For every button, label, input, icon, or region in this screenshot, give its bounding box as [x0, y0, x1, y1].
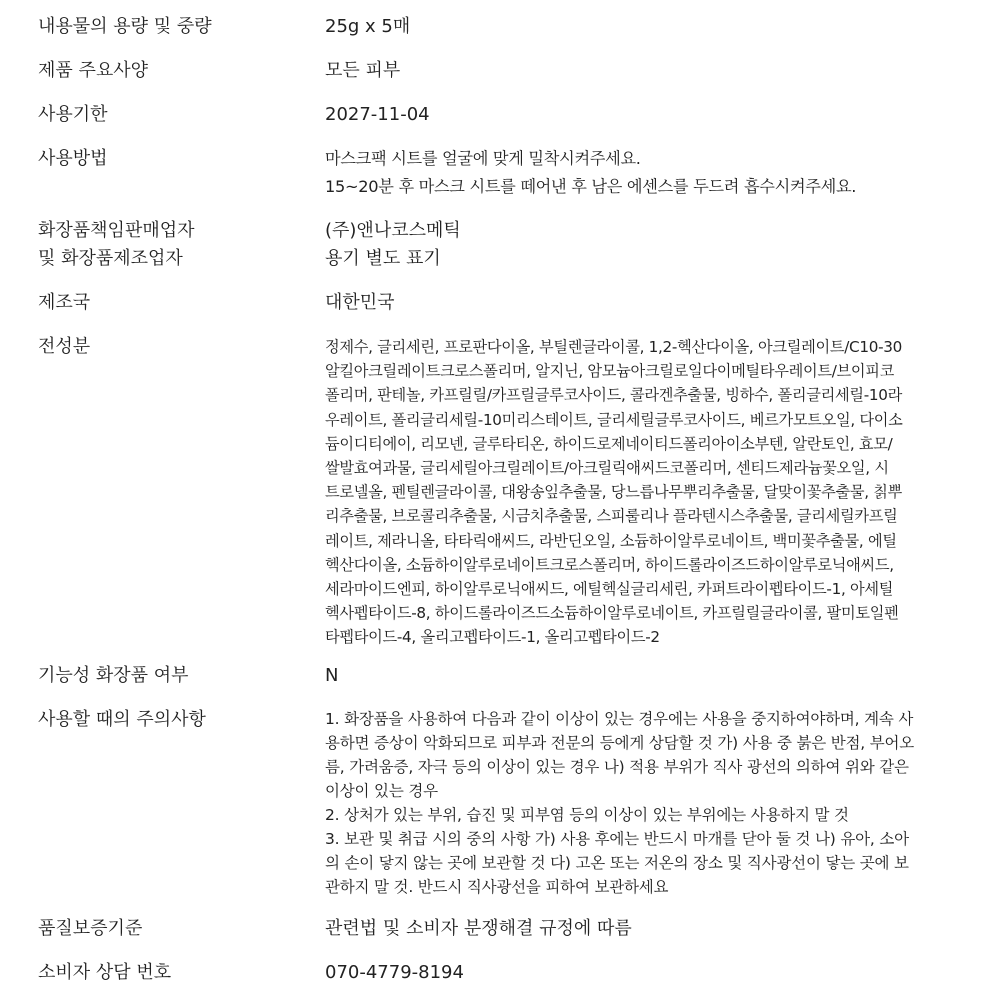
row-label: 품질보증기준 [38, 918, 143, 939]
row-label: 사용방법 [38, 148, 108, 169]
row-label: 소비자 상담 번호 [38, 962, 172, 983]
row-value: 25g x 5매 [325, 16, 411, 37]
row-label: 사용기한 [38, 104, 108, 125]
row-value: 관련법 및 소비자 분쟁해결 규정에 따름 [325, 918, 632, 939]
row-value: N [325, 665, 339, 686]
row-label: 내용물의 용량 및 중량 [38, 16, 212, 37]
row-value: 대한민국 [325, 292, 395, 313]
row-value: 070-4779-8194 [325, 962, 464, 983]
row-value: 모든 피부 [325, 60, 401, 81]
row-label: 전성분 [38, 336, 91, 357]
row-value: 2027-11-04 [325, 104, 430, 125]
row-value: (주)앤나코스메틱 용기 별도 표기 [325, 220, 461, 269]
row-label: 화장품책임판매업자 및 화장품제조업자 [38, 220, 195, 269]
row-label: 제조국 [38, 292, 91, 313]
row-label: 사용할 때의 주의사항 [38, 709, 206, 730]
row-value: 정제수, 글리세린, 프로판다이올, 부틸렌글라이콜, 1,2-헥산다이올, 아크릴레이트/C10-30 알킬아크릴레이트크로스폴리머, 알지닌, 암모늄아크릴로일다이메틸타우레이트/브이피코 폴리머, 판테놀, 카프릴릴/카프릴글루코사이드, 콜라겐추출물, 빙하수, 폴리글리세릴-10라 우레이트, 폴리글리세릴-10미리스테이트, 글리세릴글루코사이드, 베르가모트오일, 다이소 듐이디티에이, 리모넨, 글루타티온, 하이드로제네이티드폴리아이소부텐, 알란토인, 효모/ 쌀발효여과물, 글리세릴아크릴레이트/아크릴릭애씨드코폴리머, 센티드제라늄꽃오일, 시 트로넬올, 펜틸렌글라이콜, 대왕송잎추출물, 당느릅나무뿌리추출물, 달맞이꽃추출물, 칡뿌 리추출물, 브로콜리추출물, 시금치추출물, 스피룰리나 플라텐시스추출물, 글리세릴카프릴 레이트, 제라니올, 타타릭애씨드, 라반딘오일, 소듐하이알루로네이트, 백미꽃추출물, 에틸 헥산다이올, 소듐하이알루로네이트크로스폴리머, 하이드롤라이즈드하이알루로닉애씨드, 세라마이드엔피, 하이알루로닉애씨드, 에틸헥실글리세린, 카퍼트라이펩타이드-1, 아세틸 헥사펩타이드-8, 하이드롤라이즈드소듐하이알루로네이트, 카프릴릴글라이콜, 팔미토일펜 타펩타이드-4, 올리고펩타이드-1, 올리고펩타이드-2 [325, 338, 903, 647]
row-label: 제품 주요사양 [38, 60, 149, 81]
row-value: 1. 화장품을 사용하여 다음과 같이 이상이 있는 경우에는 사용을 중지하여야하며, 계속 사 용하면 증상이 악화되므로 피부과 전문의 등에게 상담할 것 가) 사용 중 붉은 반점, 부어오 름, 가려움증, 자극 등의 이상이 있는 경우 나) 적용 부위가 직사 광선의 의하여 위와 같은 이상이 있는 경우 2. 상처가 있는 부위, 습진 및 피부염 등의 이상이 있는 부위에는 사용하지 말 것 3. 보관 및 취급 시의 중의 사항 가) 사용 후에는 반드시 마개를 닫아 둘 것 나) 유아, 소아 의 손이 닿지 않는 곳에 보관할 것 다) 고온 또는 저온의 장소 및 직사광선이 닿는 곳에 보 관하지 말 것. 반드시 직사광선을 피하여 보관하세요 [325, 710, 915, 896]
row-value: 마스크팩 시트를 얼굴에 맞게 밀착시켜주세요. 15~20분 후 마스크 시트를 떼어낸 후 남은 에센스를 두드려 흡수시켜주세요. [325, 149, 857, 196]
row-label: 기능성 화장품 여부 [38, 665, 189, 686]
